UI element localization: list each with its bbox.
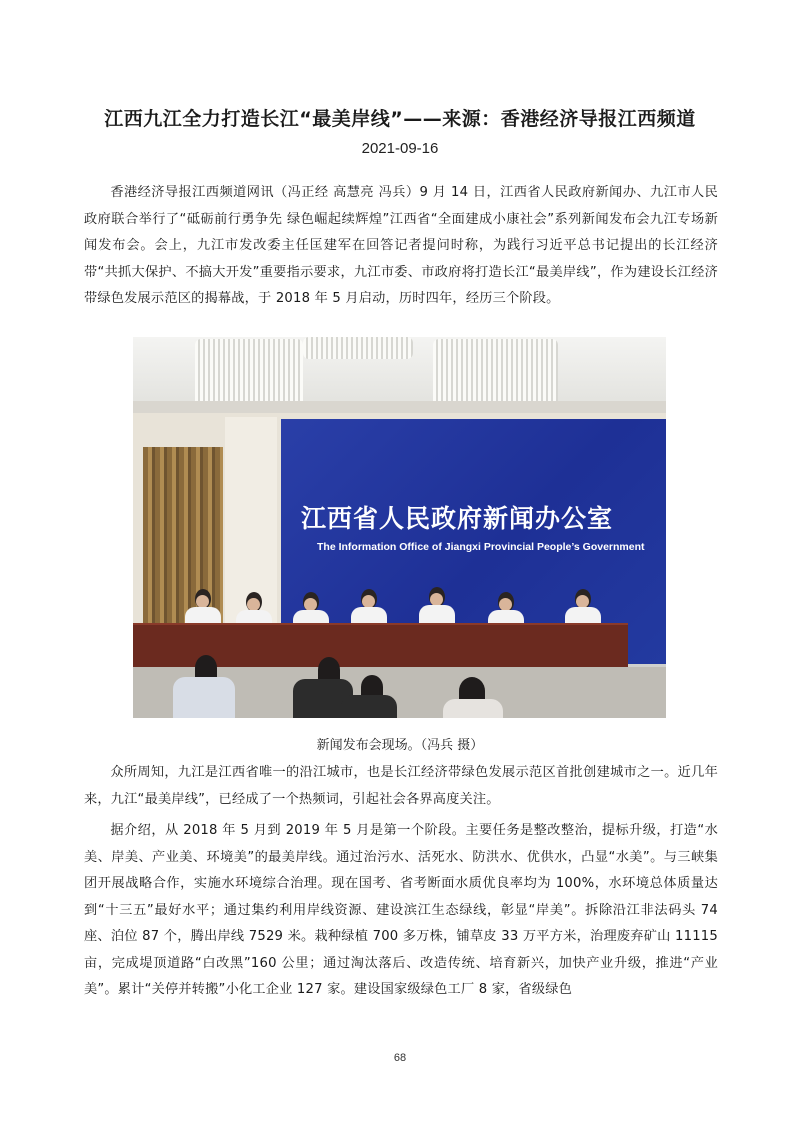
paragraph-intro: 香港经济导报江西频道网讯（冯正经 高慧亮 冯兵）9 月 14 日，江西省人民政府新闻办、九江市人民政府联合举行了“砥砺前行勇争先 绿色崛起续辉煌”江西省“全面建成小康社会”系列新闻发布会九江专场新闻发布会。会上，九江市发改委主任匡建军在回答记者提问时称，为践行习近平总书记提出的长江经济带“共抓大保护、不搞大开发”重要指示要求，九江市委、市政府将打造长江“最美岸线”，作为建设长江经济带绿色发展示范区的揭幕战，于 2018 年 5 月启动，历时四年，经历三个阶段。 [84, 185, 718, 306]
photo-caption: 新闻发布会现场。（冯兵 摄） [316, 738, 484, 753]
chandelier-middle [303, 337, 413, 359]
article-title: 江西九江全力打造长江“最美岸线”——来源：香港经济导报江西频道 [104, 108, 696, 130]
photo-ceiling-band [133, 401, 666, 413]
chandelier-right [433, 339, 558, 407]
audience-body [443, 699, 503, 718]
audience-body [341, 695, 397, 718]
press-conference-photo [133, 337, 666, 718]
photo-curtain [143, 447, 223, 632]
page-number: 68 [393, 1052, 407, 1064]
article-date: 2021-09-16 [361, 140, 439, 157]
paragraph-background: 众所周知，九江是江西省唯一的沿江城市，也是长江经济带绿色发展示范区首批创建城市之一。近几年来，九江“最美岸线”，已经成了一个热频词，引起社会各界高度关注。 [84, 765, 718, 807]
audience-body [173, 677, 235, 718]
backdrop-chinese-text: 江西省人民政府新闻办公室 [301, 504, 614, 533]
backdrop-english-text: The Information Office of Jiangxi Provincial People’s Government [317, 541, 645, 553]
paragraph-phase-one: 据介绍，从 2018 年 5 月到 2019 年 5 月是第一个阶段。主要任务是整改整治，提标升级，打造“水美、岸美、产业美、环境美”的最美岸线。通过治污水、活死水、防洪水、优供水，凸显“水美”。与三峡集团开展战略合作，实施水环境综合治理。现在国考、省考断面水质优良率均为 100%，水环境总体质量达到“十三五”最好水平；通过集约利用岸线资源、建设滨江生态绿线，彰显“岸美”。拆除沿江非法码头 74 座、泊位 87 个，腾出岸线 7529 米。栽种绿植 700 多万株，铺草皮 33 万平方米，治理废弃矿山 11115 亩，完成堤顶道路“白改黑”160 公里；通过淘汰落后、改造传统、培育新兴，加快产业升级，推进“产业美”。累计“关停并转搬”小化工企业 127 家。建设国家级绿色工厂 8 家，省级绿色 [84, 823, 718, 997]
